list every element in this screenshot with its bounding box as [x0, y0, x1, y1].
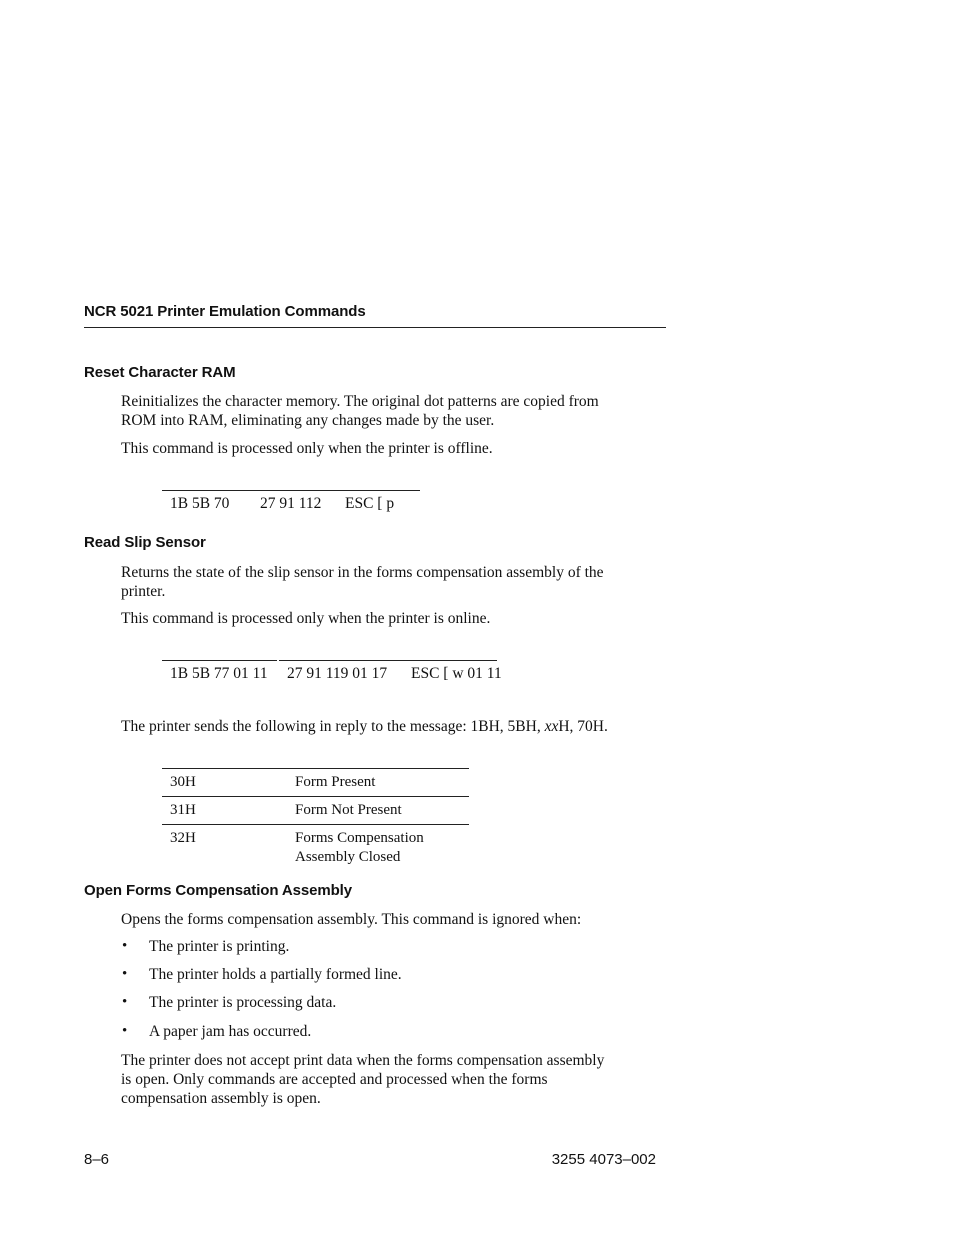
reply-meaning-line: Form Present — [295, 774, 376, 790]
list-item: The printer holds a partially formed line. — [149, 966, 402, 983]
reset-description-line: Reinitializes the character memory. The original dot patterns are copied from — [121, 393, 599, 410]
running-head-rule — [84, 327, 666, 328]
reply-intro-variable: xx — [544, 718, 559, 735]
table-row — [162, 769, 469, 797]
reply-intro — [121, 717, 661, 736]
reply-meaning-line: Assembly Closed — [295, 849, 401, 865]
reply-code-cell: 32H — [162, 825, 287, 872]
table-row — [162, 797, 469, 825]
reply-intro-text-end: H, 70H. — [558, 718, 608, 735]
reset-code-rule — [162, 490, 420, 491]
reply-intro-text: The printer sends the following in reply to the message: 1BH, 5BH, — [121, 718, 545, 735]
reset-code-ascii: ESC [ p — [345, 495, 395, 512]
read-slip-online-note: This command is processed only when the printer is online. — [121, 610, 491, 627]
open-forms-closing-line: is open. Only commands are accepted and processed when the forms — [121, 1071, 548, 1088]
read-slip-description — [121, 563, 661, 601]
reply-meaning-cell — [287, 825, 469, 872]
reply-meaning-cell — [287, 769, 469, 797]
reply-meaning-cell — [287, 797, 469, 825]
open-forms-closing-line: The printer does not accept print data when the forms compensation assembly — [121, 1052, 605, 1069]
section-title-reset-character-ram: Reset Character RAM — [84, 364, 236, 381]
reset-code-hex: 1B 5B 70 — [170, 495, 230, 512]
open-forms-closing-line: compensation assembly is open. — [121, 1090, 321, 1107]
list-item: The printer is processing data. — [149, 994, 337, 1011]
list-item: The printer is printing. — [149, 938, 290, 955]
read-slip-code-rule — [162, 660, 277, 661]
bullet-marker: • — [122, 994, 128, 1010]
open-forms-intro: Opens the forms compensation assembly. This command is ignored when: — [121, 911, 582, 928]
reply-codes-table — [162, 768, 469, 871]
read-slip-code-decimal: 27 91 119 01 17 — [287, 665, 388, 682]
reset-description-line: ROM into RAM, eliminating any changes made by the user. — [121, 412, 495, 429]
reply-meaning-line: Form Not Present — [295, 802, 402, 818]
reset-description — [121, 392, 661, 430]
table-row — [162, 825, 469, 872]
list-item: A paper jam has occurred. — [149, 1023, 312, 1040]
document-number: 3255 4073–002 — [551, 1151, 656, 1168]
reply-code-cell: 30H — [162, 769, 287, 797]
reply-code-cell: 31H — [162, 797, 287, 825]
bullet-marker: • — [122, 966, 128, 982]
read-slip-description-line: Returns the state of the slip sensor in the forms compensation assembly of the — [121, 564, 604, 581]
read-slip-code-hex: 1B 5B 77 01 11 — [170, 665, 268, 682]
reply-meaning-line: Forms Compensation — [295, 830, 424, 846]
read-slip-code-ascii: ESC [ w 01 11 — [411, 665, 502, 682]
section-title-read-slip-sensor: Read Slip Sensor — [84, 534, 206, 551]
reset-code-decimal: 27 91 112 — [260, 495, 322, 512]
running-head: NCR 5021 Printer Emulation Commands — [84, 303, 366, 320]
bullet-marker: • — [122, 938, 128, 954]
page-number: 8–6 — [84, 1151, 110, 1168]
open-forms-closing — [121, 1051, 661, 1108]
reset-offline-note: This command is processed only when the printer is offline. — [121, 440, 493, 457]
section-title-open-forms-compensation: Open Forms Compensation Assembly — [84, 882, 352, 899]
read-slip-code-rule — [279, 660, 497, 661]
read-slip-description-line: printer. — [121, 583, 166, 600]
bullet-marker: • — [122, 1023, 128, 1039]
